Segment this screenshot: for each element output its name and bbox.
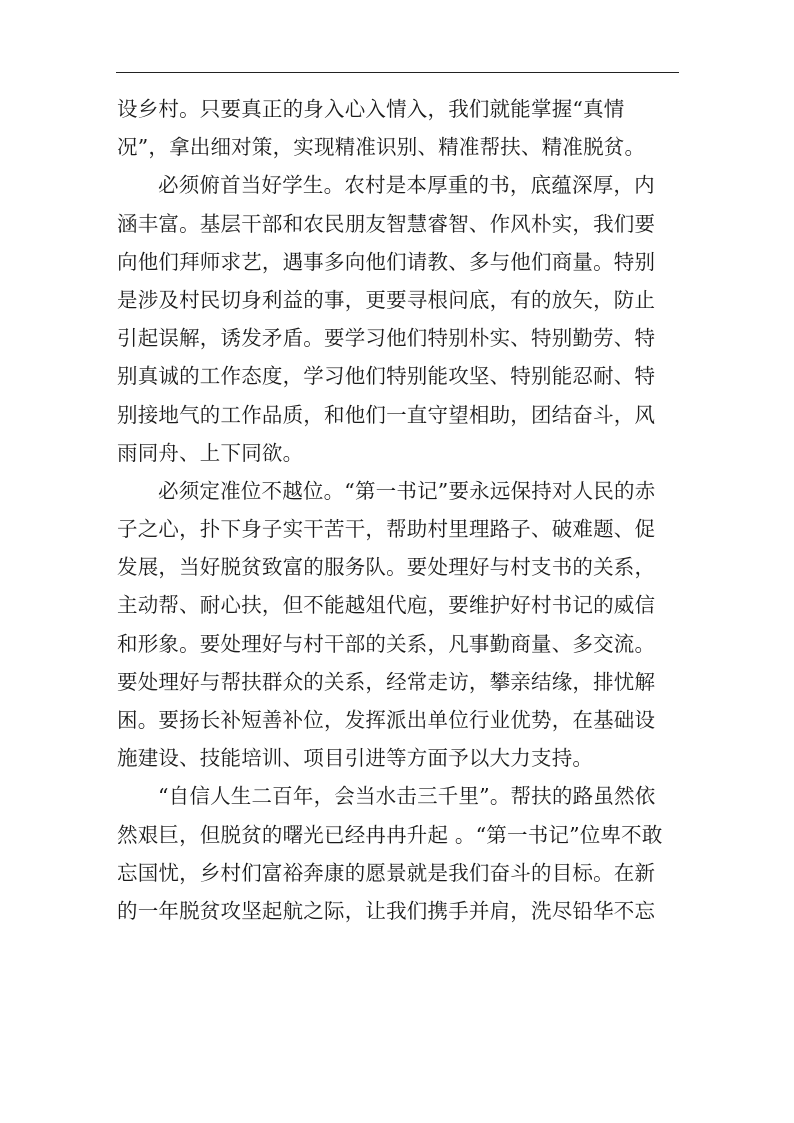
text-line: 然艰巨，但脱贫的曙光已经冉冉升起 。“第一书记”位卑不敢 <box>117 822 663 847</box>
text-line: 是涉及村民切身利益的事，更要寻根问底，有的放矢，防止 <box>117 287 656 312</box>
body-text <box>117 90 679 930</box>
paragraph-first-line: 必须俯首当好学生。农村是本厚重的书，底蕴深厚，内 <box>158 173 655 198</box>
text-line: 别接地气的工作品质，和他们一直守望相助，团结奋斗，风 <box>117 402 656 427</box>
text-line: 忘国忧，乡村们富裕奔康的愿景就是我们奋斗的目标。在新 <box>117 860 656 885</box>
text-line: 向他们拜师求艺，遇事多向他们请教、多与他们商量。特别 <box>117 249 656 274</box>
text-line: 主动帮、耐心扶，但不能越俎代庖，要维护好村书记的威信 <box>117 593 656 618</box>
text-line: 雨同舟、上下同欲。 <box>117 440 304 465</box>
text-line: 别真诚的工作态度，学习他们特别能攻坚、特别能忍耐、特 <box>117 364 656 389</box>
text-line: 发展，当好脱贫致富的服务队。要处理好与村支书的关系， <box>117 555 656 580</box>
header-rule <box>116 72 679 73</box>
text-line: 子之心，扑下身子实干苦干，帮助村里理路子、破难题、促 <box>117 517 656 542</box>
text-line: 困。要扬长补短善补位，发挥派出单位行业优势，在基础设 <box>117 708 656 732</box>
text-line: 设乡村。只要真正的身入心入情入，我们就能掌握“真情 <box>117 97 625 121</box>
text-line: 引起误解，诱发矛盾。要学习他们特别朴实、特别勤劳、特 <box>117 326 656 351</box>
paragraph-first-line: 必须定准位不越位。“第一书记”要永远保持对人民的赤 <box>158 478 656 503</box>
text-line: 和形象。要处理好与村干部的关系，凡事勤商量、多交流。 <box>117 631 656 656</box>
text-line: 的一年脱贫攻坚起航之际，让我们携手并肩，洗尽铅华不忘 <box>117 898 656 923</box>
text-line: 要处理好与帮扶群众的关系，经常走访，攀亲结缘，排忧解 <box>117 669 656 694</box>
text-line: 况”，拿出细对策，实现精准识别、精准帮扶、精准脱贫。 <box>117 135 646 160</box>
paragraph-first-line: “自信人生二百年，会当水击三千里”。帮扶的路虽然依 <box>158 784 656 809</box>
text-line: 涵丰富。基层干部和农民朋友智慧睿智、作风朴实，我们要 <box>117 211 656 236</box>
text-line: 施建设、技能培训、项目引进等方面予以大力支持。 <box>117 746 594 771</box>
